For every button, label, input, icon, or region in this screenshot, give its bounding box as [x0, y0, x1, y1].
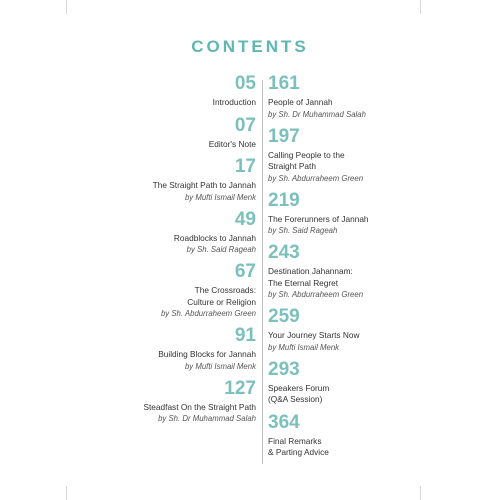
toc-entry	[36, 326, 256, 372]
entry-title: Straight Path	[268, 161, 316, 171]
toc-entry	[36, 210, 256, 256]
toc-entry	[268, 243, 488, 300]
crop-mark	[420, 486, 435, 500]
entry-title: People of Jannah	[268, 97, 333, 107]
entry-author: by Sh. Dr Muhammad Salah	[158, 414, 256, 423]
left-column	[36, 74, 256, 431]
entry-title: Culture or Religion	[187, 296, 256, 307]
entry-author: by Sh. Said Rageah	[268, 226, 338, 235]
entry-title: Steadfast On the Straight Path	[143, 401, 256, 412]
entry-title: & Parting Advice	[268, 447, 329, 457]
column-divider	[262, 80, 263, 464]
entry-title: Destination Jahannam:	[268, 266, 353, 276]
toc-entry	[268, 191, 488, 237]
entry-title: Editor's Note	[208, 138, 256, 149]
toc-entry	[268, 360, 488, 406]
entry-author: by Mufti Ismail Menk	[268, 342, 340, 352]
page-number: 127	[224, 377, 256, 399]
crop-mark	[66, 486, 81, 500]
page-number: 05	[234, 73, 256, 94]
toc-entry	[268, 307, 488, 353]
entry-title: Calling People to the	[268, 149, 345, 160]
toc-entry	[268, 413, 488, 459]
entry-title: Final Remarks	[268, 435, 322, 446]
entry-title: Speakers Forum	[268, 382, 330, 393]
page-number: 161	[268, 73, 300, 94]
entry-author: by Sh. Abdurraheem Green	[268, 290, 364, 299]
page-number: 197	[268, 125, 300, 147]
page-number: 67	[234, 261, 256, 282]
entry-author: by Sh. Abdurraheem Green	[160, 309, 256, 318]
entry-title: Your Journey Starts Now	[268, 330, 360, 340]
entry-title: Roadblocks to Jannah	[173, 232, 256, 243]
toc-entry	[36, 74, 256, 109]
entry-title: The Forerunners of Jannah	[268, 213, 369, 224]
entry-title: (Q&A Session)	[268, 394, 323, 404]
page-number: 364	[268, 411, 300, 433]
toc-entry	[36, 116, 256, 151]
toc-entry	[36, 157, 256, 203]
crop-mark	[420, 0, 435, 14]
entry-title: The Straight Path to Jannah	[152, 180, 256, 190]
entry-title: The Eternal Regret	[268, 277, 339, 288]
entry-author: by Mufti Ismail Menk	[184, 192, 256, 202]
page-number: 49	[234, 208, 256, 230]
toc-entry	[268, 74, 488, 120]
page-number: 219	[268, 189, 300, 211]
page-number: 293	[268, 358, 300, 380]
toc-entry	[268, 127, 488, 184]
entry-title: Building Blocks for Jannah	[158, 349, 256, 359]
page-number: 17	[234, 156, 256, 177]
toc-entry	[36, 262, 256, 319]
right-column	[268, 74, 488, 466]
entry-author: by Sh. Abdurraheem Green	[268, 173, 364, 183]
crop-mark	[66, 0, 81, 14]
page-number: 243	[268, 242, 300, 263]
page-number: 91	[234, 325, 256, 346]
page-title: CONTENTS	[191, 37, 309, 56]
entry-title: Introduction	[212, 97, 256, 107]
page-number: 07	[234, 114, 256, 136]
entry-author: by Mufti Ismail Menk	[184, 361, 256, 371]
page-number: 259	[268, 306, 300, 327]
entry-author: by Sh. Said Rageah	[186, 245, 256, 254]
entry-title: The Crossroads:	[194, 285, 256, 295]
entry-author: by Sh. Dr Muhammad Salah	[268, 109, 366, 119]
toc-entry	[36, 379, 256, 425]
